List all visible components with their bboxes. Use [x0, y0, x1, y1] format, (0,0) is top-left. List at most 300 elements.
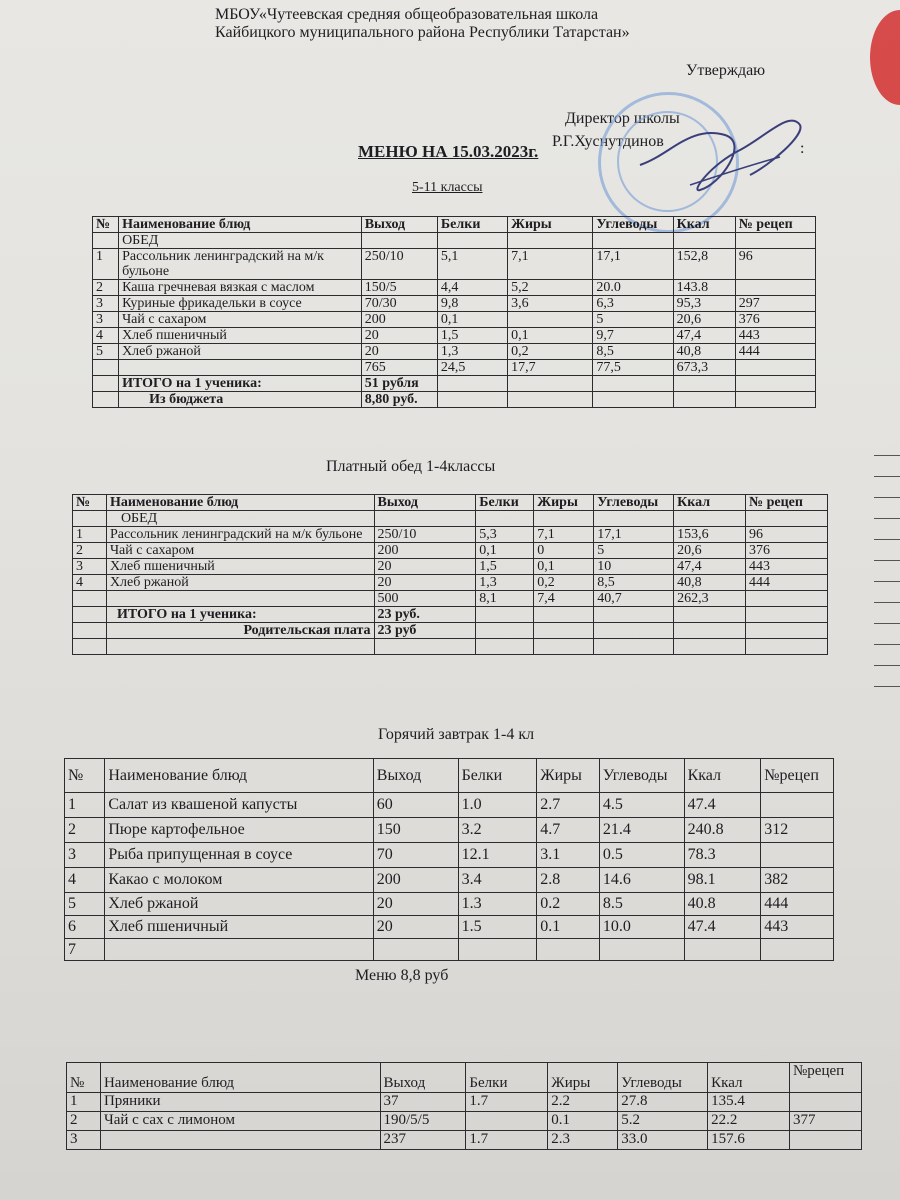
table-cell: 312: [761, 818, 834, 843]
table-row: [65, 843, 834, 868]
table-row: [67, 1093, 862, 1112]
table-cell: 47.4: [684, 793, 761, 818]
table-cell: [73, 607, 107, 623]
itogo-row: [93, 376, 816, 392]
table-cell: Белки: [466, 1063, 548, 1093]
table-cell: Хлеб ржаной: [106, 575, 374, 591]
table-cell: [735, 360, 815, 376]
table-cell: [73, 639, 107, 655]
table-cell: 96: [746, 527, 828, 543]
table-cell: [761, 939, 834, 961]
table-cell: 0.2: [537, 893, 600, 916]
table-cell: 78.3: [684, 843, 761, 868]
table-cell: 33.0: [618, 1131, 708, 1150]
table-cell: [761, 793, 834, 818]
table-cell: 47.4: [684, 916, 761, 939]
table-row: [93, 328, 816, 344]
table-cell: 3: [93, 312, 119, 328]
table-cell: Из бюджета: [119, 392, 362, 408]
table-cell: [105, 939, 373, 961]
table-cell: 443: [735, 328, 815, 344]
table-cell: 200: [373, 868, 458, 893]
table-cell: 0.5: [599, 843, 684, 868]
table-cell: [684, 939, 761, 961]
table-cell: 150: [373, 818, 458, 843]
table-cell: Пряники: [100, 1093, 380, 1112]
table-cell: 95,3: [673, 296, 735, 312]
parent-fee-row: [73, 623, 828, 639]
table-cell: 500: [374, 591, 476, 607]
table-cell: Рассольник ленинградский на м/к бульоне: [119, 249, 362, 280]
table-cell: [534, 511, 594, 527]
table-cell: Белки: [437, 217, 507, 233]
table-cell: [673, 392, 735, 408]
table-cell: 5: [93, 344, 119, 360]
table-cell: 4: [65, 868, 105, 893]
table-cell: Хлеб пшеничный: [106, 559, 374, 575]
table-cell: 200: [361, 312, 437, 328]
table-cell: 4.7: [537, 818, 600, 843]
table-cell: 21.4: [599, 818, 684, 843]
table-cell: 20,6: [674, 543, 746, 559]
table-cell: 4: [93, 328, 119, 344]
table-cell: 1: [67, 1093, 101, 1112]
table-cell: 6: [65, 916, 105, 939]
table-cell: [373, 939, 458, 961]
table-cell: 12.1: [458, 843, 537, 868]
table-cell: Выход: [374, 495, 476, 511]
table-cell: Ккал: [673, 217, 735, 233]
table-cell: [735, 392, 815, 408]
table-cell: [508, 233, 593, 249]
table-cell: [73, 591, 107, 607]
table-header: [73, 495, 828, 511]
table-cell: 1.7: [466, 1093, 548, 1112]
table-cell: [93, 233, 119, 249]
table-cell: [73, 511, 107, 527]
table-cell: Хлеб пшеничный: [105, 916, 373, 939]
table-cell: Жиры: [548, 1063, 618, 1093]
table-cell: [673, 376, 735, 392]
table-cell: Выход: [380, 1063, 466, 1093]
table-cell: [674, 623, 746, 639]
school-header: [215, 6, 735, 42]
table-cell: 40,7: [594, 591, 674, 607]
table-row: [73, 575, 828, 591]
table-cell: Наименование блюд: [119, 217, 362, 233]
table-cell: Салат из квашеной капусты: [105, 793, 373, 818]
table-cell: 7,1: [508, 249, 593, 280]
table-row: [65, 868, 834, 893]
table-cell: [746, 607, 828, 623]
table-cell: 7: [65, 939, 105, 961]
table-cell: 382: [761, 868, 834, 893]
table-cell: [508, 312, 593, 328]
menu-title: МЕНЮ НА 15.03.2023г.: [358, 142, 539, 161]
table-cell: 20.0: [593, 280, 673, 296]
director-name: Р.Г.Хуснутдинов: [552, 133, 664, 150]
table-cell: [735, 280, 815, 296]
table-cell: №рецеп: [761, 759, 834, 793]
table-cell: Жиры: [508, 217, 593, 233]
table-cell: ОБЕД: [119, 233, 362, 249]
table-cell: [374, 639, 476, 655]
hot-breakfast-caption: Горячий завтрак 1-4 кл: [378, 726, 535, 743]
table-cell: Рыба припущенная в соусе: [105, 843, 373, 868]
table-cell: [761, 843, 834, 868]
table-cell: [508, 392, 593, 408]
table-cell: 5.2: [618, 1112, 708, 1131]
table-cell: [458, 939, 537, 961]
table-cell: 23 руб.: [374, 607, 476, 623]
lunch-table-5-11: [92, 216, 816, 408]
table-row: [67, 1131, 862, 1150]
table-cell: 237: [380, 1131, 466, 1150]
table-cell: 20: [373, 893, 458, 916]
table-cell: [746, 639, 828, 655]
table-row: [93, 296, 816, 312]
table-cell: Углеводы: [594, 495, 674, 511]
table-cell: [106, 591, 374, 607]
table-cell: 3,6: [508, 296, 593, 312]
table-cell: Ккал: [674, 495, 746, 511]
table-cell: 47,4: [674, 559, 746, 575]
table-cell: 27.8: [618, 1093, 708, 1112]
adjacent-page-edge: [874, 455, 900, 755]
table-cell: [361, 233, 437, 249]
table-cell: 376: [746, 543, 828, 559]
table-cell: [93, 392, 119, 408]
table-cell: Рассольник ленинградский на м/к бульоне: [106, 527, 374, 543]
table-cell: №: [65, 759, 105, 793]
table-cell: 143.8: [673, 280, 735, 296]
table-cell: Чай с сахаром: [119, 312, 362, 328]
table-cell: [374, 511, 476, 527]
table-cell: 0: [534, 543, 594, 559]
table-cell: Жиры: [534, 495, 594, 511]
table-cell: 60: [373, 793, 458, 818]
table-cell: [466, 1112, 548, 1131]
table-cell: [100, 1131, 380, 1150]
table-cell: [93, 360, 119, 376]
table-cell: 1.7: [466, 1131, 548, 1150]
table-cell: 96: [735, 249, 815, 280]
table-cell: 250/10: [361, 249, 437, 280]
table-total-row: [93, 360, 816, 376]
table-cell: 135.4: [708, 1093, 790, 1112]
table-cell: №: [67, 1063, 101, 1093]
table-cell: № рецеп: [746, 495, 828, 511]
table-cell: 10.0: [599, 916, 684, 939]
table-cell: 20: [374, 559, 476, 575]
table-cell: 3: [65, 843, 105, 868]
table-cell: 14.6: [599, 868, 684, 893]
itogo-row: [73, 607, 828, 623]
table-row: [65, 818, 834, 843]
table-cell: 0,1: [476, 543, 534, 559]
table-cell: 240.8: [684, 818, 761, 843]
table-cell: [476, 607, 534, 623]
director-signature: [630, 95, 810, 205]
table-cell: 5: [593, 312, 673, 328]
table-cell: [93, 376, 119, 392]
table-cell: [476, 623, 534, 639]
table-cell: Чай с сахаром: [106, 543, 374, 559]
table-cell: 152,8: [673, 249, 735, 280]
table-row: [93, 249, 816, 280]
table-cell: 765: [361, 360, 437, 376]
table-cell: [746, 623, 828, 639]
table-cell: 47,4: [673, 328, 735, 344]
table-cell: 8.5: [599, 893, 684, 916]
table-cell: 5,3: [476, 527, 534, 543]
table-cell: [594, 607, 674, 623]
table-cell: [437, 392, 507, 408]
table-cell: Выход: [373, 759, 458, 793]
table-cell: [746, 511, 828, 527]
table-cell: 98.1: [684, 868, 761, 893]
table-cell: 150/5: [361, 280, 437, 296]
table-cell: [476, 639, 534, 655]
table-cell: 22.2: [708, 1112, 790, 1131]
table-cell: [106, 639, 374, 655]
budget-row: [93, 392, 816, 408]
table-cell: Родительская плата: [106, 623, 374, 639]
table-cell: 4,4: [437, 280, 507, 296]
table-cell: 3: [73, 559, 107, 575]
table-total-row: [73, 591, 828, 607]
colon-mark: :: [800, 140, 805, 157]
table-cell: № рецеп: [735, 217, 815, 233]
table-cell: 77,5: [593, 360, 673, 376]
table-header: [67, 1063, 862, 1093]
table-cell: 8,80 руб.: [361, 392, 437, 408]
table-cell: 1: [93, 249, 119, 280]
table-cell: 17,7: [508, 360, 593, 376]
table-cell: 157.6: [708, 1131, 790, 1150]
table-cell: 2: [67, 1112, 101, 1131]
table-cell: Углеводы: [599, 759, 684, 793]
table-cell: Углеводы: [593, 217, 673, 233]
table-cell: [594, 623, 674, 639]
table-cell: 1,5: [476, 559, 534, 575]
table-cell: [789, 1131, 861, 1150]
table-cell: Куриные фрикадельки в соусе: [119, 296, 362, 312]
table-cell: 7,1: [534, 527, 594, 543]
table-cell: 2.7: [537, 793, 600, 818]
table-cell: 377: [789, 1112, 861, 1131]
table-cell: Пюре картофельное: [105, 818, 373, 843]
table-row: [65, 916, 834, 939]
table-cell: 1.3: [458, 893, 537, 916]
table-cell: 2: [73, 543, 107, 559]
table-cell: 37: [380, 1093, 466, 1112]
table-cell: Ккал: [708, 1063, 790, 1093]
table-cell: 250/10: [374, 527, 476, 543]
table-row: [65, 893, 834, 916]
table-cell: 9,8: [437, 296, 507, 312]
table-cell: 0.1: [537, 916, 600, 939]
table-cell: [476, 511, 534, 527]
table-cell: 1.5: [458, 916, 537, 939]
table-cell: 1,3: [476, 575, 534, 591]
approve-label: Утверждаю: [686, 62, 766, 79]
table-cell: Чай с сах с лимоном: [100, 1112, 380, 1131]
table-row: [93, 233, 816, 249]
table-cell: 4.5: [599, 793, 684, 818]
table-cell: Хлеб ржаной: [105, 893, 373, 916]
table-cell: Наименование блюд: [100, 1063, 380, 1093]
director-title: Директор школы: [565, 110, 680, 127]
table-cell: [594, 511, 674, 527]
table-row: [67, 1112, 862, 1131]
table-row: [65, 793, 834, 818]
table-cell: 2.2: [548, 1093, 618, 1112]
table-cell: 0.1: [548, 1112, 618, 1131]
table-cell: 17,1: [593, 249, 673, 280]
table-cell: [534, 639, 594, 655]
table-cell: 20: [374, 575, 476, 591]
table-cell: Выход: [361, 217, 437, 233]
table-cell: [437, 233, 507, 249]
table-cell: 10: [594, 559, 674, 575]
table-cell: 9,7: [593, 328, 673, 344]
table-cell: [593, 233, 673, 249]
table-cell: 24,5: [437, 360, 507, 376]
table-cell: 443: [761, 916, 834, 939]
table-cell: [746, 591, 828, 607]
table-cell: 20,6: [673, 312, 735, 328]
table-cell: 5,1: [437, 249, 507, 280]
table-cell: 40.8: [684, 893, 761, 916]
table-cell: [735, 233, 815, 249]
table-cell: [674, 511, 746, 527]
grades-title: 5-11 классы: [412, 180, 483, 195]
table-cell: 0,2: [534, 575, 594, 591]
table-cell: 4: [73, 575, 107, 591]
hot-breakfast-table: [64, 758, 834, 961]
table-cell: 20: [373, 916, 458, 939]
table-cell: 1: [73, 527, 107, 543]
table-cell: [537, 939, 600, 961]
table-cell: 5: [65, 893, 105, 916]
table-row: [73, 559, 828, 575]
table-cell: 444: [761, 893, 834, 916]
table-cell: 2.8: [537, 868, 600, 893]
table-cell: [594, 639, 674, 655]
table-header: [93, 217, 816, 233]
table-cell: Углеводы: [618, 1063, 708, 1093]
table-cell: 1.0: [458, 793, 537, 818]
table-cell: №: [73, 495, 107, 511]
table-cell: 8,5: [593, 344, 673, 360]
table-cell: [789, 1093, 861, 1112]
table-cell: [674, 639, 746, 655]
table-cell: 23 руб: [374, 623, 476, 639]
table-cell: 8,5: [594, 575, 674, 591]
table-cell: 0,1: [508, 328, 593, 344]
table-cell: 376: [735, 312, 815, 328]
table-cell: Жиры: [537, 759, 600, 793]
table-cell: 3.1: [537, 843, 600, 868]
table-row: [73, 543, 828, 559]
menu-8-8-caption: Меню 8,8 руб: [355, 967, 449, 984]
table-cell: 190/5/5: [380, 1112, 466, 1131]
table-cell: 70/30: [361, 296, 437, 312]
table-cell: Хлеб пшеничный: [119, 328, 362, 344]
table-cell: ОБЕД: [106, 511, 374, 527]
table-cell: 1,5: [437, 328, 507, 344]
table-row: [93, 344, 816, 360]
paid-lunch-caption: Платный обед 1-4классы: [326, 458, 496, 475]
table-cell: №: [93, 217, 119, 233]
table-cell: 20: [361, 344, 437, 360]
table-cell: 444: [735, 344, 815, 360]
table-cell: 0,1: [534, 559, 594, 575]
table-cell: 297: [735, 296, 815, 312]
table-row: [93, 280, 816, 296]
table-cell: Наименование блюд: [106, 495, 374, 511]
table-cell: 0,2: [508, 344, 593, 360]
table-cell: 70: [373, 843, 458, 868]
table-cell: 7,4: [534, 591, 594, 607]
table-cell: 153,6: [674, 527, 746, 543]
school-name-line1: МБОУ«Чутеевская средняя общеобразовательная школа: [215, 6, 599, 23]
table-cell: 1: [65, 793, 105, 818]
table-row: [93, 312, 816, 328]
school-name-line2: Кайбицкого муниципального района Республики Татарстан»: [215, 24, 630, 41]
table-cell: 20: [361, 328, 437, 344]
table-cell: 443: [746, 559, 828, 575]
table-cell: 17,1: [594, 527, 674, 543]
table-cell: 2.3: [548, 1131, 618, 1150]
table-row: [65, 939, 834, 961]
table-cell: 3: [93, 296, 119, 312]
table-cell: ИТОГО на 1 ученика:: [119, 376, 362, 392]
paid-lunch-table: [72, 494, 828, 655]
table-cell: 262,3: [674, 591, 746, 607]
table-cell: Хлеб ржаной: [119, 344, 362, 360]
table-cell: 5,2: [508, 280, 593, 296]
table-cell: 3.2: [458, 818, 537, 843]
table-cell: [599, 939, 684, 961]
table-cell: 3: [67, 1131, 101, 1150]
table-cell: [593, 376, 673, 392]
table-cell: ИТОГО на 1 ученика:: [106, 607, 374, 623]
table-cell: [593, 392, 673, 408]
table-cell: 40,8: [673, 344, 735, 360]
table-cell: 0,1: [437, 312, 507, 328]
table-cell: [534, 623, 594, 639]
table-cell: Ккал: [684, 759, 761, 793]
table-cell: [508, 376, 593, 392]
table-cell: 2: [65, 818, 105, 843]
table-cell: 6,3: [593, 296, 673, 312]
table-cell: 200: [374, 543, 476, 559]
menu-8-8-table: [66, 1062, 862, 1150]
table-cell: Каша гречневая вязкая с маслом: [119, 280, 362, 296]
table-cell: Какао с молоком: [105, 868, 373, 893]
table-cell: [534, 607, 594, 623]
table-row: [73, 639, 828, 655]
table-cell: №рецеп: [789, 1063, 861, 1093]
table-row: [73, 511, 828, 527]
table-cell: 673,3: [673, 360, 735, 376]
table-cell: Наименование блюд: [105, 759, 373, 793]
table-cell: 40,8: [674, 575, 746, 591]
table-cell: [735, 376, 815, 392]
table-cell: 5: [594, 543, 674, 559]
